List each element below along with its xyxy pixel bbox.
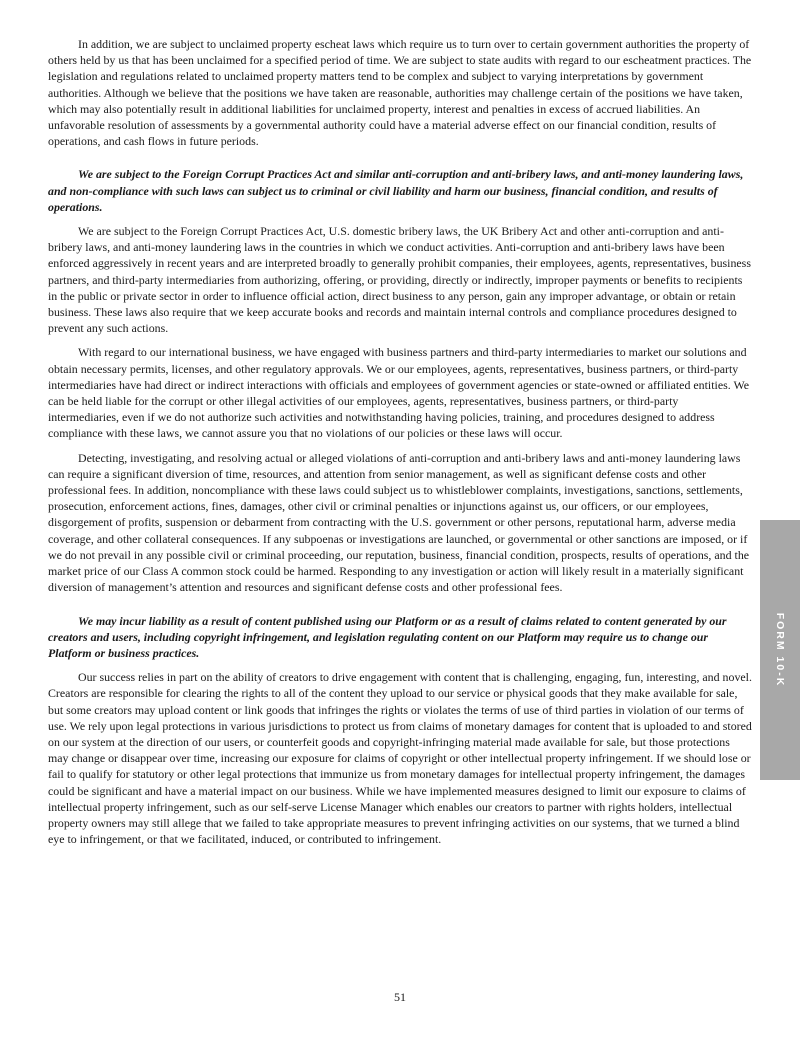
risk-heading-content-liability: We may incur liability as a result of content published using our Platform or as a result of claims related to content generated by our creators and users, including copyright infringement, and legislation regulating content on our Platform may require us to change our Platform or business practices. (48, 613, 727, 660)
form-10k-side-tab (760, 520, 800, 780)
page-number: 51 (394, 990, 406, 1004)
paragraph-investigations: Detecting, investigating, and resolving actual or alleged violations of anti-corruption and anti-bribery laws and anti-money laundering laws can require a significant diversion of time, resources, and attention from senior management, as well as significant defense costs and other professional fees. In addition, noncompliance with these laws could subject us to whistleblower complaints, investigations, sanctions, settlements, prosecution, enforcement actions, fines, damages, other civil or criminal penalties or injunctions against us, our officers, or our employees, disgorgement of profits, suspension or debarment from contracting with the U.S. government or other persons, reputational harm, adverse media coverage, and other collateral consequences. If any subpoenas or investigations are launched, or governmental or other sanctions are imposed, or if we do not prevail in any possible civil or criminal proceeding, our reputation, business, financial condition, prospects, results of operations, and the market price of our Class A common stock could be harmed. Responding to any investigation or action will likely result in a materially significant diversion of management’s attention and resources and significant defense costs and other professional fees. (48, 450, 750, 595)
paragraph-creator-content: Our success relies in part on the ability of creators to drive engagement with content that is challenging, engaging, fun, interesting, and novel. Creators are responsible for clearing the rights to all of the content they upload to our service or physical goods that they make available for sale, but some creators may upload content or link goods that infringes the rights or violates the terms of use of third parties in violation of our terms of use. We rely upon legal protections in various jurisdictions to protect us from claims of monetary damages for content that is uploaded to and stored on our system at the direction of our users, or counterfeit goods and copyright-infringing material made available for sale, but those protections may change or disappear over time, increasing our exposure for claims of copyright or other intellectual property infringement. If we should lose or fail to qualify for statutory or other legal protections that immunize us from monetary damages for intellectual property infringement, the damages could be significant and have a material impact on our business. While we have implemented measures designed to limit our exposure to claims of intellectual property infringement, such as our self-serve License Manager which enables our creators to partner with rights holders, intellectual property owners may still allege that we failed to take appropriate measures to prevent infringing activities on our systems, that we turned a blind eye to infringement, or that we facilitated, induced, or contributed to infringement. (48, 670, 752, 847)
paragraph-international-business: With regard to our international business, we have engaged with business partners and third-party intermediaries to market our solutions and obtain necessary permits, licenses, and other regulatory approvals. We or our employees, agents, representatives, business partners, or third-party intermediaries have had direct or indirect interactions with officials and employees of government agencies or state-owned or affiliated entities. We can be held liable for the corrupt or other illegal activities of our employees, agents, representatives, business partners, or third-party intermediaries, even if we do not authorize such activities and notwithstanding having policies, training, and procedures designed to address compliance with these laws, we cannot assure you that no violations of our policies or these laws will occur. (48, 345, 750, 441)
risk-heading-fcpa: We are subject to the Foreign Corrupt Practices Act and similar anti-corruption and anti-bribery laws, and anti-money laundering laws, and non-compliance with such laws can subject us to criminal or civil liability and harm our business, financial condition, and results of operations. (48, 167, 744, 214)
side-tab-label: FORM 10-K (774, 612, 786, 688)
paragraph-unclaimed-property: In addition, we are subject to unclaimed property escheat laws which require us to turn over to certain government authorities the property of others held by us that has been unclaimed for a specified period of time. We are subject to state audits with regard to our escheatment practices. The legislation and regulations related to unclaimed property matters tend to be complex and subject to varying interpretations by government authorities. Although we believe that the positions we have taken are reasonable, authorities may challenge certain of the positions we have taken, which may also potentially result in additional liabilities for unclaimed property, interest and penalties in excess of accrued liabilities. An unfavorable resolution of assessments by a governmental authority could have a material adverse effect on our financial condition, results of operations, and cash flows in future periods. (48, 37, 752, 149)
paragraph-fcpa-laws: We are subject to the Foreign Corrupt Practices Act, U.S. domestic bribery laws, the UK Bribery Act and other anti-corruption and anti-bribery laws, and anti-money laundering laws in the countries in which we conduct activities. Anti-corruption and anti-bribery laws have been enforced aggressively in recent years and are interpreted broadly to generally prohibit companies, their employees, agents, representatives, business partners, and third-party intermediaries from authorizing, offering, or providing, directly or indirectly, improper payments or benefits to recipients in the public or private sector in order to influence official action, direct business to any person, gain any improper advantage, or obtain or retain business. These laws also require that we keep accurate books and records and maintain internal controls and compliance procedures designed to prevent any such actions. (48, 224, 751, 336)
document-body (48, 36, 752, 855)
